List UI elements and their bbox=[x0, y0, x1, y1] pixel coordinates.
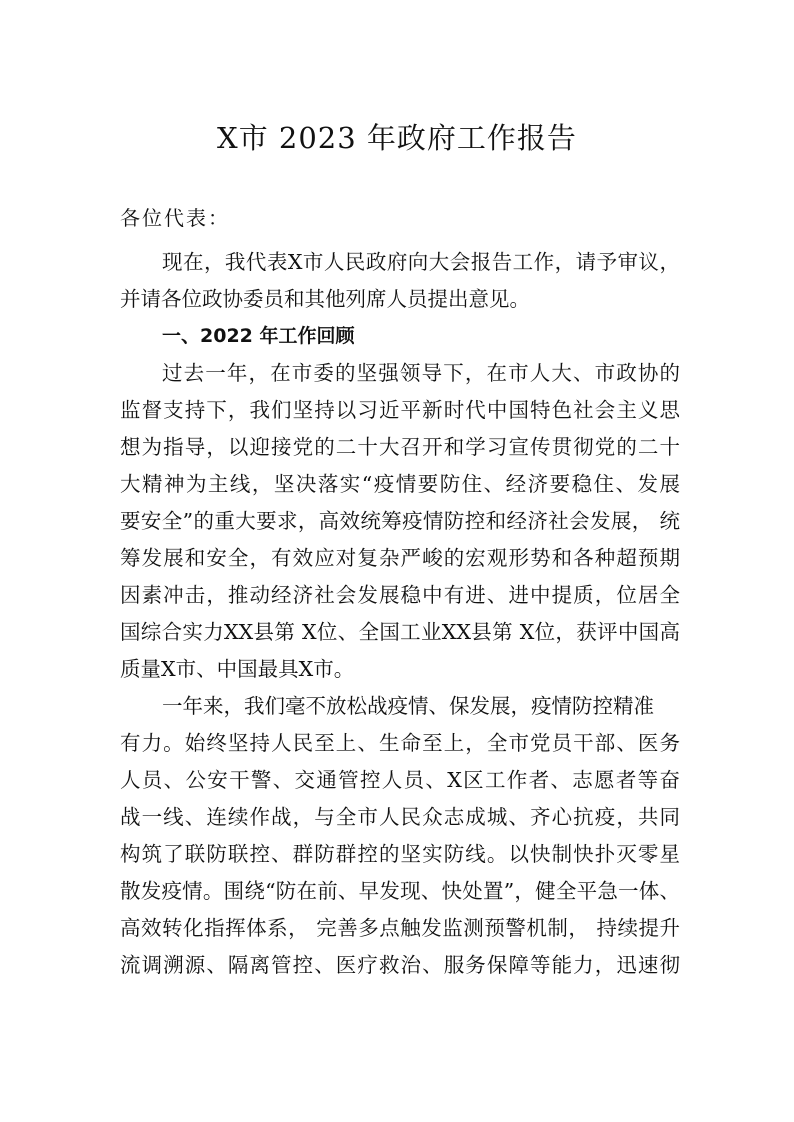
document-body bbox=[120, 244, 680, 984]
body-text-line: 要安全”的重大要求，高效统筹疫情防控和经济社会发展， 统 bbox=[120, 509, 680, 533]
salutation: 各位代表： bbox=[120, 206, 230, 230]
body-text-line: 质量X市、中国最具X市。 bbox=[120, 657, 355, 681]
body-text-line: 流调溯源、隔离管控、医疗救治、服务保障等能力，迅速彻 bbox=[120, 953, 680, 977]
body-text-line: 大精神为主线，坚决落实“疫情要防住、经济要稳住、发展 bbox=[120, 472, 680, 496]
body-text-line: 筹发展和安全，有效应对复杂严峻的宏观形势和各种超预期 bbox=[120, 546, 680, 570]
body-text-line: 有力。始终坚持人民至上、生命至上，全市党员干部、医务 bbox=[120, 731, 680, 755]
body-text-line: 高效转化指挥体系， 完善多点触发监测预警机制， 持续提升 bbox=[120, 916, 680, 940]
body-text-line: 构筑了联防联控、群防群控的坚实防线。以快制快扑灭零星 bbox=[120, 842, 680, 866]
body-text-line: 战一线、连续作战，与全市人民众志成城、齐心抗疫，共同 bbox=[120, 805, 680, 829]
body-text-line: 想为指导，以迎接党的二十大召开和学习宣传贯彻党的二十 bbox=[120, 435, 680, 459]
body-text-line: 因素冲击，推动经济社会发展稳中有进、进中提质，位居全 bbox=[120, 583, 680, 607]
body-text-line: 现在，我代表X市人民政府向大会报告工作，请予审议， bbox=[162, 250, 680, 274]
body-text-line: 一年来，我们毫不放松战疫情、保发展，疫情防控精准 bbox=[162, 694, 654, 718]
body-text-line: 过去一年，在市委的坚强领导下，在市人大、市政协的 bbox=[162, 361, 680, 385]
body-text-line: 监督支持下，我们坚持以习近平新时代中国特色社会主义思 bbox=[120, 398, 680, 422]
document-title: X市 2023 年政府工作报告 bbox=[217, 121, 577, 155]
section-heading: 一、2022 年工作回顾 bbox=[162, 325, 355, 347]
body-text-line: 人员、公安干警、交通管控人员、X区工作者、志愿者等奋 bbox=[120, 768, 680, 792]
body-text-line: 散发疫情。围绕“防在前、早发现、快处置”，健全平急一体、 bbox=[120, 879, 680, 903]
body-text-line: 并请各位政协委员和其他列席人员提出意见。 bbox=[120, 287, 530, 311]
body-text-line: 国综合实力XX县第 X位、全国工业XX县第 X位，获评中国高 bbox=[120, 620, 680, 644]
